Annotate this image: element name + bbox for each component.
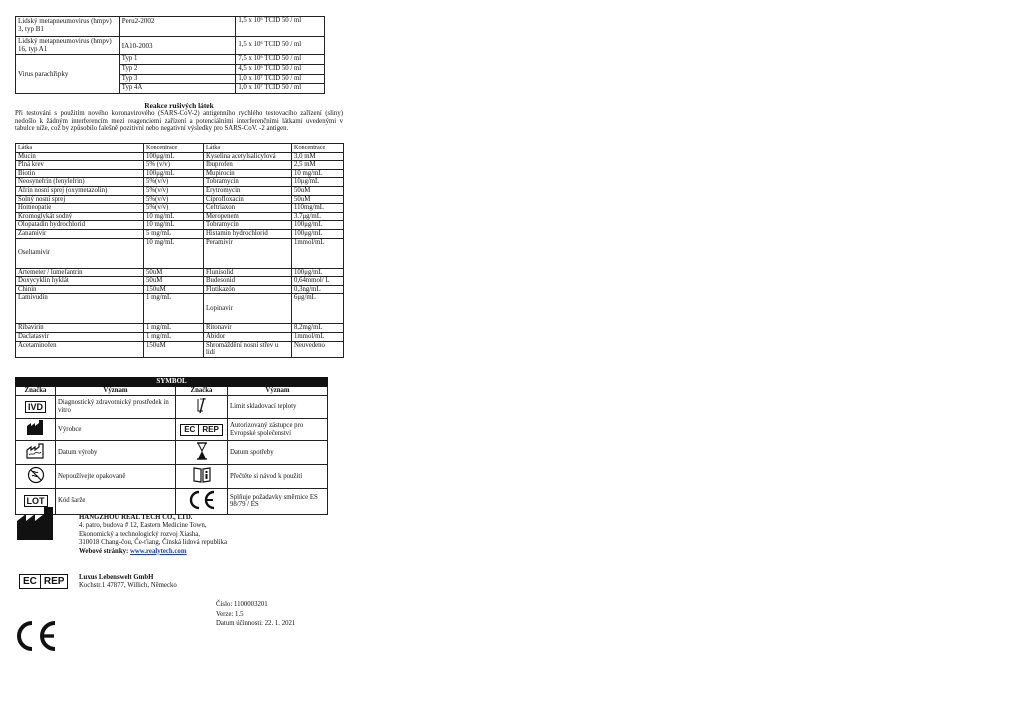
symbol-meaning: Výrobce <box>56 419 176 441</box>
table-row <box>16 341 344 357</box>
substance-cell: Flutikazón <box>204 285 292 294</box>
substance-cell: Histamin hydrochlorid <box>204 229 292 238</box>
concentration-cell: 10 mg/mL <box>144 238 204 268</box>
symbol-meaning: Přečtěte si návod k použití <box>228 465 328 489</box>
ec-rep-icon: EC REP <box>19 574 68 589</box>
substance-cell: Artemeter / lumefantrin <box>16 268 144 277</box>
symbol-meaning: Nepoužívejte opakovaně <box>56 465 176 489</box>
table-row <box>16 332 344 341</box>
table-row <box>16 17 325 37</box>
symbol-title: SYMBOL <box>16 378 328 387</box>
substance-cell: Ribavirin <box>16 324 144 333</box>
concentration-cell: 50uM <box>144 277 204 286</box>
symbol-meaning: Datum spotřeby <box>228 441 328 465</box>
date-factory-symbol-cell <box>16 441 56 465</box>
ivd-icon: IVD <box>25 401 46 413</box>
virus-type: Typ 2 <box>119 64 236 74</box>
table-row <box>16 55 325 65</box>
symbol-meaning: Diagnostický zdravotnický prostředek in vitro <box>56 395 176 419</box>
table-row <box>16 161 344 170</box>
substance-cell: Ritonavir <box>204 324 292 333</box>
column-header: Význam <box>228 386 328 395</box>
substance-cell: Ciprofloxacin <box>204 195 292 204</box>
substance-cell: Daclatasvir <box>16 332 144 341</box>
substance-cell: Kromoglykát sodný <box>16 212 144 221</box>
substance-cell: Chinin <box>16 285 144 294</box>
concentration-cell: 100μg/mL <box>292 221 344 230</box>
thermometer-symbol-cell <box>176 395 228 419</box>
interference-table-body <box>16 152 344 357</box>
substance-cell: Shromáždění nosní střev u lidí <box>204 341 292 357</box>
virus-strain: IA10-2003 <box>119 37 236 55</box>
concentration-cell: 10 mg/mL <box>144 212 204 221</box>
concentration-cell: 3,0 mM <box>292 152 344 161</box>
document-info <box>216 600 416 629</box>
concentration-cell: 50uM <box>144 268 204 277</box>
column-header: Význam <box>56 386 176 395</box>
substance-cell: Afrin nosní sprej (oxymetazolin) <box>16 186 144 195</box>
table-header-row <box>16 144 344 153</box>
column-header: Značka <box>16 386 56 395</box>
substance-cell: Tobramycin <box>204 178 292 187</box>
web-label: Webové stránky: <box>79 547 129 555</box>
representative-block <box>79 574 329 591</box>
table-row <box>16 229 344 238</box>
table-row <box>16 37 325 55</box>
concentration-cell: 50uM <box>292 186 344 195</box>
concentration-cell: 0,3ng/mL <box>292 285 344 294</box>
concentration-cell: 1 mg/mL <box>144 294 204 324</box>
concentration-cell: 5%(v/v) <box>144 204 204 213</box>
manufacturer-block <box>79 514 329 556</box>
concentration-cell: 5%(v/v) <box>144 186 204 195</box>
document-number: Číslo: 1100003201 <box>216 601 268 608</box>
symbol-meaning: Datum výroby <box>56 441 176 465</box>
table-row <box>16 186 344 195</box>
concentration-cell: 0,64mmol/ L <box>292 277 344 286</box>
virus-type: Typ 4A <box>119 84 236 94</box>
substance-cell: Doxycyklin hyklát <box>16 277 144 286</box>
concentration-cell: 5% (v/v) <box>144 161 204 170</box>
virus-titer: 7,5 x 10⁶ TCID 50 / ml <box>236 55 325 65</box>
table-row <box>16 195 344 204</box>
table-row <box>16 277 344 286</box>
concentration-cell: 5 mg/mL <box>144 229 204 238</box>
substance-cell: Ibuprofen <box>204 161 292 170</box>
substance-cell: Tobramycin <box>204 221 292 230</box>
date-factory-icon <box>25 443 47 459</box>
column-header: Látka <box>204 144 292 153</box>
concentration-cell: Neuvedeno <box>292 341 344 357</box>
table-row <box>16 152 344 161</box>
symbol-table <box>15 377 328 515</box>
lot-icon: LOT <box>24 495 48 507</box>
substance-cell: Solný nosní sprej <box>16 195 144 204</box>
concentration-cell: 50uM <box>292 195 344 204</box>
virus-table <box>15 16 325 94</box>
table-row <box>16 285 344 294</box>
concentration-cell: 100μg/mL <box>292 229 344 238</box>
table-row <box>16 419 328 441</box>
manufacturer-address-line: Ekonomický a technologický rozvoj Xiasha, <box>79 530 200 538</box>
manufacturer-web <box>79 548 329 556</box>
virus-name: Virus parachřipky <box>16 55 120 94</box>
concentration-cell: 6μg/mL <box>292 294 344 324</box>
concentration-cell: 150uM <box>144 341 204 357</box>
concentration-cell: 110mg/mL <box>292 204 344 213</box>
manufacturer-address-line: 310018 Chang-čou, Če-ťiang, Čínská lidová republika <box>79 539 228 547</box>
factory-symbol-cell <box>16 419 56 441</box>
table-row <box>16 395 328 419</box>
representative-name: Luxus Lebenswelt GmbH <box>79 574 154 581</box>
substance-cell: Olopatadin hydrochlorid <box>16 221 144 230</box>
table-row <box>16 212 344 221</box>
substance-cell: Plná krev <box>16 161 144 170</box>
substance-cell: Homeopatie <box>16 204 144 213</box>
virus-name: Lidský metapneumovirus (hmpv) 3, typ B1 <box>16 17 120 37</box>
factory-icon <box>26 420 46 436</box>
table-row <box>16 324 344 333</box>
concentration-cell: 100μg/mL <box>144 152 204 161</box>
symbol-meaning: Limit skladovací teploty <box>228 395 328 419</box>
ec-rep-icon: EC REP <box>180 424 223 436</box>
substance-cell: Budesonid <box>204 277 292 286</box>
table-header-row <box>16 386 328 395</box>
virus-type: Typ 1 <box>119 55 236 65</box>
concentration-cell: 10 mg/mL <box>144 221 204 230</box>
substance-cell: Mucin <box>16 152 144 161</box>
ce-icon <box>187 490 217 510</box>
concentration-cell: 5%(v/v) <box>144 195 204 204</box>
ec-rep-mark <box>19 571 68 589</box>
factory-icon <box>16 507 62 541</box>
substance-cell: Lopinavir <box>204 294 292 324</box>
column-header: Koncentrace <box>292 144 344 153</box>
virus-type: Typ 3 <box>119 74 236 84</box>
concentration-cell: 1 mg/mL <box>144 332 204 341</box>
table-row <box>16 268 344 277</box>
concentration-cell: 150uM <box>144 285 204 294</box>
concentration-cell: 3.7μg/mL <box>292 212 344 221</box>
concentration-cell: 2,5 mM <box>292 161 344 170</box>
substance-cell: Biotin <box>16 169 144 178</box>
website-link[interactable]: www.realytech.com <box>129 547 187 555</box>
table-row <box>16 441 328 465</box>
manufacturer-name: HANGZHOU REAL TECH CO., LTD. <box>79 514 193 521</box>
virus-strain: Peru2-2002 <box>119 17 236 37</box>
table-row <box>16 221 344 230</box>
symbol-meaning: Autorizovaný zástupce pro Evropské společenství <box>228 419 328 441</box>
hourglass-icon <box>194 442 210 460</box>
substance-cell: Ceftriaxon <box>204 204 292 213</box>
concentration-cell: 10μg/mL <box>292 178 344 187</box>
substance-cell: Oseltamivir <box>16 238 144 268</box>
hourglass-symbol-cell <box>176 441 228 465</box>
ce-symbol-cell <box>176 488 228 514</box>
substance-cell: Flunisolid <box>204 268 292 277</box>
instructions-symbol-cell <box>176 465 228 489</box>
concentration-cell: 1 mg/mL <box>144 324 204 333</box>
interference-table <box>15 143 344 358</box>
symbol-meaning: Splňuje požadavky směrnice ES 98/79 / ES <box>228 488 328 514</box>
table-row <box>16 294 344 324</box>
column-header: Látka <box>16 144 144 153</box>
ivd-symbol-cell <box>16 395 56 419</box>
virus-titer: 1,5 x 10⁶ TCID 50 / ml <box>236 17 325 37</box>
substance-cell: Erytromycin <box>204 186 292 195</box>
substance-cell: Abidor <box>204 332 292 341</box>
ce-mark-icon <box>14 620 58 652</box>
concentration-cell: 8,2mg/mL <box>292 324 344 333</box>
manufacturer-address-line: 4. patro, budova # 12, Eastern Medicine Town, <box>79 522 207 530</box>
substance-cell: Acetaminofen <box>16 341 144 357</box>
substance-cell: Kyselina acetylsalicylová <box>204 152 292 161</box>
table-row <box>16 488 328 514</box>
table-row <box>16 169 344 178</box>
concentration-cell: 10 mg/mL <box>292 169 344 178</box>
document-version: Verze: 1.5 <box>216 610 244 618</box>
ec-rep-symbol-cell <box>176 419 228 441</box>
representative-address: Kochstr.1 47877, Willich, Německo <box>79 582 177 590</box>
virus-titer: 1,5 x 10⁶ TCID 50 / ml <box>236 37 325 55</box>
column-header: Značka <box>176 386 228 395</box>
concentration-cell: 100μg/mL <box>144 169 204 178</box>
substance-cell: Neosynefrin (fenylefrin) <box>16 178 144 187</box>
concentration-cell: 1mmol/mL <box>292 332 344 341</box>
concentration-cell: 5%(v/v) <box>144 178 204 187</box>
symbol-title-row <box>16 378 328 387</box>
substance-cell: Lamivudin <box>16 294 144 324</box>
concentration-cell: 100μg/mL <box>292 268 344 277</box>
substance-cell: Zanamivir <box>16 229 144 238</box>
table-row <box>16 465 328 489</box>
column-header: Koncentrace <box>144 144 204 153</box>
virus-name: Lidský metapneumovirus (hmpv) 16, typ A1 <box>16 37 120 55</box>
table-row <box>16 204 344 213</box>
thermometer-icon <box>192 397 212 415</box>
virus-titer: 1,0 x 10⁷ TCID 50 / ml <box>236 74 325 84</box>
document-effective-date: Datum účinnosti: 22. 1. 2021 <box>216 620 296 628</box>
substance-cell: Peramivir <box>204 238 292 268</box>
instructions-icon <box>192 466 212 484</box>
no-reuse-symbol-cell <box>16 465 56 489</box>
symbol-meaning: Kód šarže <box>56 488 176 514</box>
no-reuse-icon <box>27 466 45 484</box>
concentration-cell: 1mmol/mL <box>292 238 344 268</box>
virus-titer: 1,0 x 10⁷ TCID 50 / ml <box>236 84 325 94</box>
substance-cell: Mupirocin <box>204 169 292 178</box>
table-row <box>16 178 344 187</box>
virus-titer: 4,5 x 10⁶ TCID 50 / ml <box>236 64 325 74</box>
section-title: Reakce rušivých látek <box>144 101 214 110</box>
substance-cell: Meropenem <box>204 212 292 221</box>
section-paragraph: Při testování s použitím nového koronavirového (SARS-CoV-2) antigenního rychlého testovacího zařízení (sliny) nedošlo k žádným interferencím mezi reagenciemi zařízení a potenciálními interferenčními látkami uvedenými v tabulce níže, což by způsobilo falešně pozitivní nebo negativní výsledky pro SARS-CoV. -2 antigen. <box>15 110 343 133</box>
table-row <box>16 238 344 268</box>
